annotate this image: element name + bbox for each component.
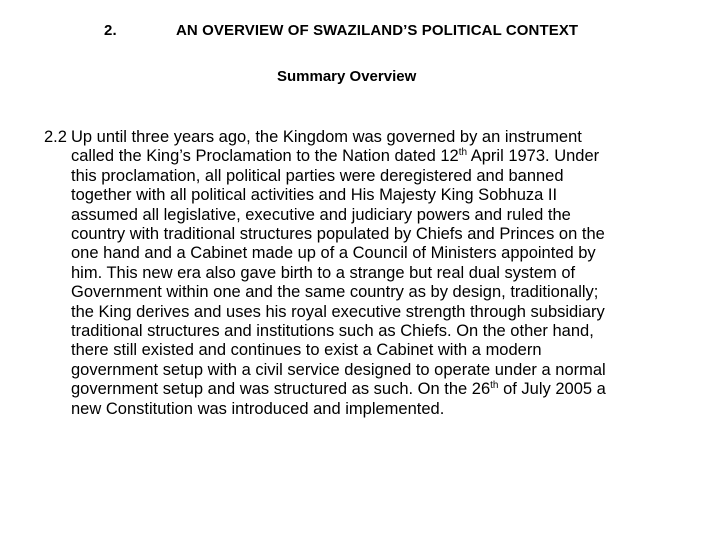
section-number: 2.: [104, 22, 117, 39]
paragraph-line: called the King’s Proclamation to the Nation dated 12th April 1973. Under: [71, 147, 600, 166]
paragraph-line: one hand and a Cabinet made up of a Council of Ministers appointed by: [71, 244, 596, 263]
paragraph-line: traditional structures and institutions such as Chiefs. On the other hand,: [71, 322, 594, 341]
section-title: AN OVERVIEW OF SWAZILAND’S POLITICAL CONTEXT: [176, 22, 579, 39]
paragraph-body: [71, 128, 683, 419]
paragraph-line: Government within one and the same country as by design, traditionally;: [71, 283, 599, 302]
paragraph-number: 2.2: [44, 128, 67, 146]
ordinal-suffix: th: [458, 147, 468, 159]
paragraph-line: government setup with a civil service designed to operate under a normal: [71, 360, 606, 379]
paragraph-line: country with traditional structures populated by Chiefs and Princes on the: [71, 225, 605, 244]
paragraph-line: this proclamation, all political parties were deregistered and banned: [71, 166, 564, 185]
paragraph-line: assumed all legislative, executive and judiciary powers and ruled the: [71, 205, 571, 224]
paragraph-line: Up until three years ago, the Kingdom was governed by an instrument: [71, 128, 582, 146]
ordinal-suffix: th: [490, 380, 499, 392]
paragraph-line: government setup and was structured as such. On the 26th of July 2005 a: [71, 380, 606, 399]
paragraph-line: there still existed and continues to exist a Cabinet with a modern: [71, 341, 542, 360]
paragraph-line: together with all political activities and His Majesty King Sobhuza II: [71, 186, 558, 205]
paragraph-line: the King derives and uses his royal executive strength through subsidiary: [71, 302, 605, 321]
subheading: Summary Overview: [277, 68, 417, 85]
paragraph-line: new Constitution was introduced and implemented.: [71, 399, 445, 418]
paragraph-line: him. This new era also gave birth to a strange but real dual system of: [71, 263, 576, 282]
